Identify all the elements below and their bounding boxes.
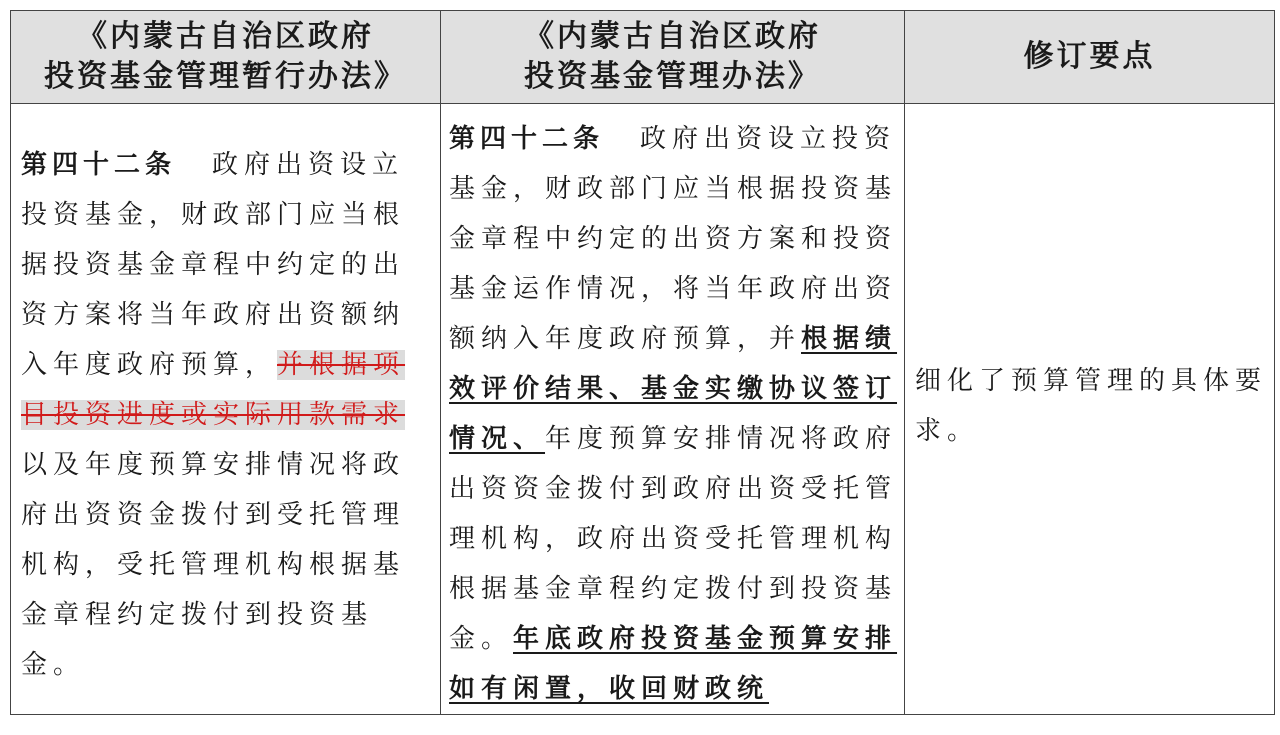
old-regulation-header xyxy=(11,11,441,104)
new-clause-text-b: 年度预算安排情况将政府出资资金拨付到政府出资受托管理机构，政府出资受托管理机构根据基金章程约定拨付到投资基金。 xyxy=(449,424,898,654)
old-clause-text-a: 政府出资设立投资基金，财政部门应当根据投资基金章程中约定的出资方案将当年政府出资额纳入年度政府预算， xyxy=(21,150,406,380)
new-article-number: 第四十二条 xyxy=(449,124,605,154)
new-header-line2: 投资基金管理办法》 xyxy=(524,59,821,94)
old-clause-text-b: 以及年度预算安排情况将政府出资资金拨付到受托管理机构，受托管理机构根据基金章程约定拨付到投资基金。 xyxy=(21,450,406,680)
added-text-2: 年底政府投资基金预算安排如有闲置，收回财政统 xyxy=(449,624,898,704)
clause-row xyxy=(11,104,1275,715)
old-clause-cell xyxy=(11,104,441,715)
revision-point-text: 细化了预算管理的具体要求。 xyxy=(915,366,1268,446)
added-text-1: 根据绩效评价结果、基金实缴协议签订情况、 xyxy=(449,324,898,454)
header-row xyxy=(11,11,1275,104)
revision-comparison-table xyxy=(10,10,1275,715)
new-clause-cell xyxy=(441,104,905,715)
old-header-line1: 《内蒙古自治区政府 xyxy=(77,19,374,54)
revision-point-cell xyxy=(905,104,1275,715)
new-regulation-header xyxy=(441,11,905,104)
new-clause-text-a: 政府出资设立投资基金，财政部门应当根据投资基金章程中约定的出资方案和投资基金运作情况，将当年政府出资额纳入年度政府预算，并 xyxy=(449,124,898,354)
deleted-text: 并根据项目投资进度或实际用款需求 xyxy=(21,350,406,430)
new-header-line1: 《内蒙古自治区政府 xyxy=(524,19,821,54)
old-article-number: 第四十二条 xyxy=(21,150,177,180)
old-header-line2: 投资基金管理暂行办法》 xyxy=(44,59,407,94)
revision-points-header xyxy=(905,11,1275,104)
revision-points-title: 修订要点 xyxy=(1023,39,1156,74)
